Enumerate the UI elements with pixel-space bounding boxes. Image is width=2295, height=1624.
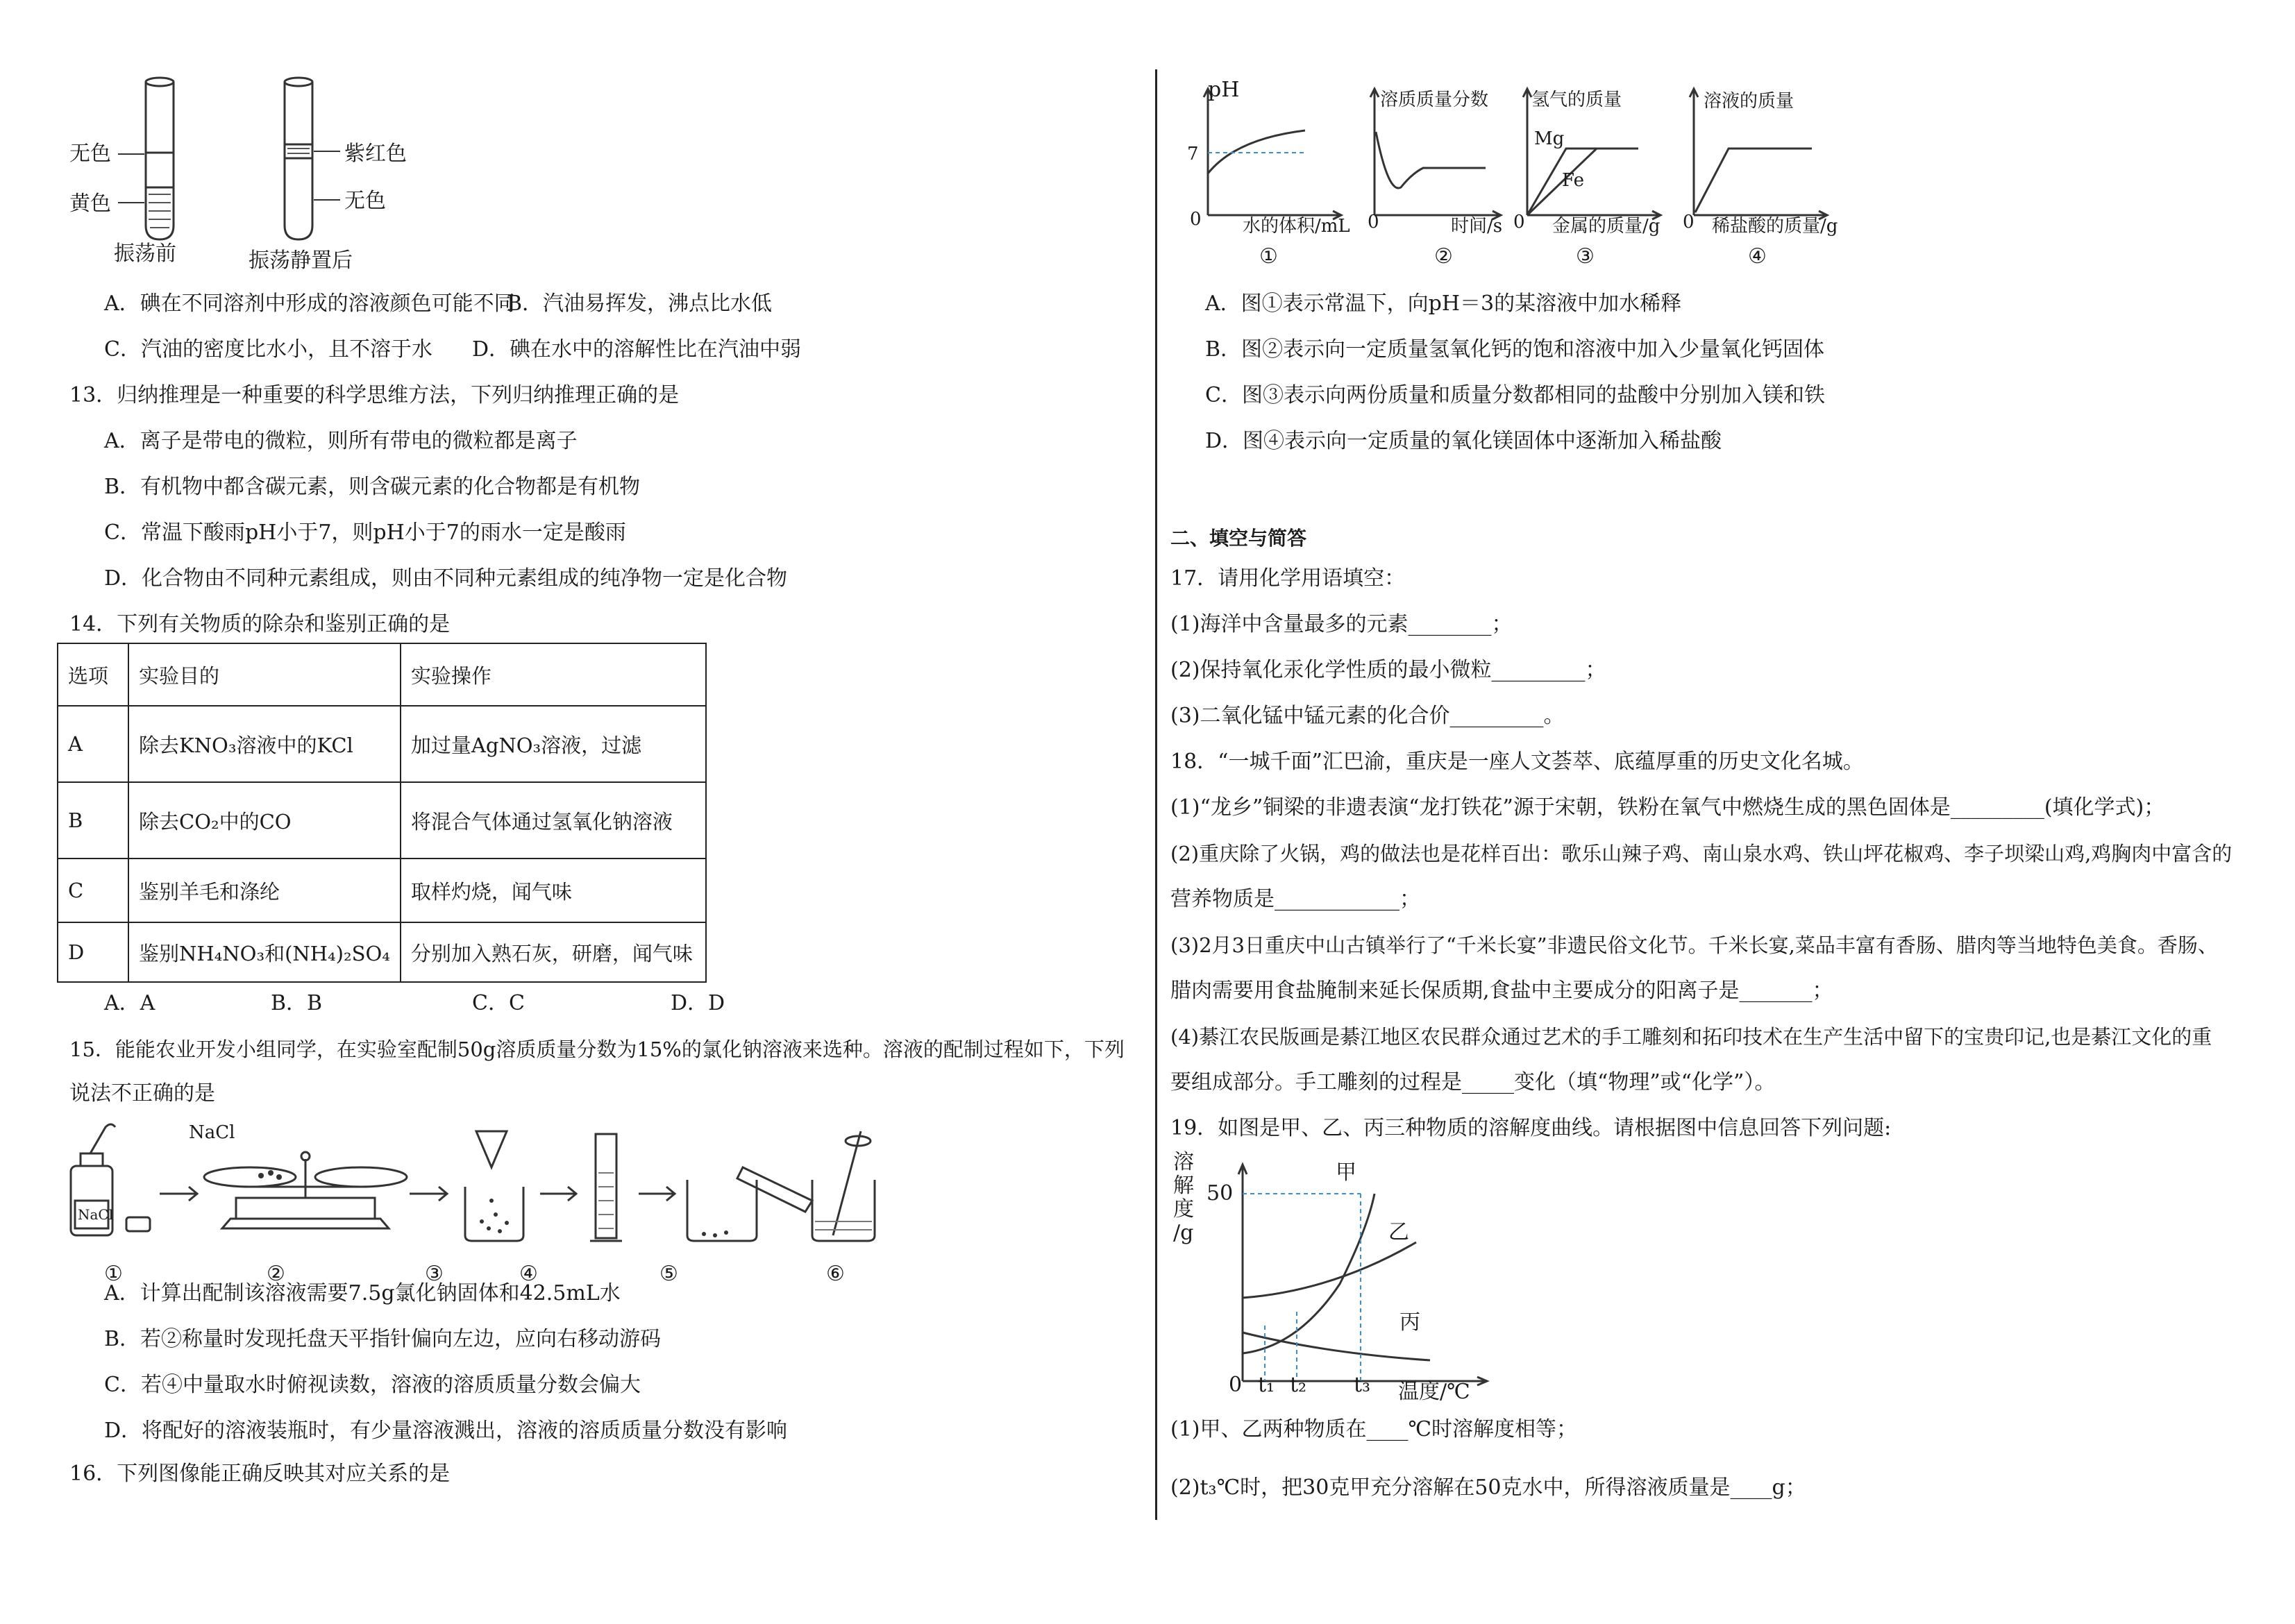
chart-origin: 0	[1229, 1373, 1243, 1397]
table-cell: 将混合气体通过氢氧化钠溶液	[401, 782, 706, 858]
right-tube-caption: 振荡静置后	[249, 248, 353, 273]
graph-4-origin: 0	[1683, 212, 1695, 232]
series-yi	[1243, 1242, 1416, 1298]
table-cell: 除去KNO₃溶液中的KCl	[128, 706, 401, 782]
graph-4-xlabel: 稀盐酸的质量/g	[1712, 216, 1838, 237]
left-test-tube	[146, 78, 174, 239]
q16-option-d: D．图④表示向一定质量的氧化镁固体中逐渐加入稀盐酸	[1205, 429, 1722, 453]
q18-part2-line2: 营养物质是____________；	[1170, 887, 1420, 911]
graph-3-ylabel: 氢气的质量	[1531, 90, 1622, 110]
q14-option-d: D．D	[671, 991, 725, 1015]
section-title: 二、填空与简答	[1170, 527, 1307, 550]
q18-part1: (1)“龙乡”铜梁的非遗表演“龙打铁花”源于宋朝，铁粉在氧气中燃烧生成的黑色固体是_________(填化学式)；	[1170, 795, 2165, 820]
q18-part3-line1: (3)2月3日重庆中山古镇举行了“千米长宴”非遗民俗文化节。千米长宴,菜品丰富有香肠、腊肉等当地特色美食。香肠、	[1170, 933, 2218, 957]
q14-stem: 14．下列有关物质的除杂和鉴别正确的是	[69, 612, 451, 636]
q15-option-d: D．将配好的溶液装瓶时，有少量溶液溅出，溶液的溶质质量分数没有影响	[104, 1419, 788, 1443]
table-cell: 除去CO₂中的CO	[128, 782, 401, 858]
series-label-bing: 丙	[1399, 1310, 1420, 1335]
q15-stem-line2: 说法不正确的是	[69, 1081, 215, 1106]
graph-1-number: ①	[1259, 244, 1278, 269]
q19-part2: (2)t₃℃时，把30克甲充分溶解在50克水中，所得溶液质量是____g；	[1170, 1475, 1806, 1500]
table-row	[58, 922, 706, 982]
stirring-beaker	[812, 1131, 875, 1241]
graph-1-tick: 7	[1187, 144, 1199, 164]
balance-nacl-label: NaCl	[189, 1122, 235, 1143]
q17-part1: (1)海洋中含量最多的元素________；	[1170, 612, 1513, 636]
q14-table	[57, 643, 707, 983]
q13-stem: 13．归纳推理是一种重要的科学思维方法，下列归纳推理正确的是	[69, 383, 680, 407]
q19-stem: 19．如图是甲、乙、丙三种物质的溶解度曲线。请根据图中信息回答下列问题:	[1170, 1116, 1892, 1140]
q13-option-b: B．有机物中都含碳元素，则含碳元素的化合物都是有机物	[104, 475, 641, 499]
q17-part3: (3)二氧化锰中锰元素的化合价_________。	[1170, 704, 1565, 728]
q17-part2: (2)保持氧化汞化学性质的最小微粒_________；	[1170, 658, 1606, 682]
step-label-1: ①	[104, 1262, 123, 1286]
graph-1-xlabel: 水的体积/mL	[1243, 216, 1350, 237]
chart-ylabel-char-1: 溶	[1173, 1150, 1194, 1174]
step-label-4: ④	[519, 1262, 538, 1286]
right-tube-bottom-label: 无色	[344, 189, 386, 213]
q14-option-b: B．B	[271, 991, 323, 1015]
column-divider	[1155, 69, 1157, 1520]
chart-x-tick-t3: t₃	[1354, 1373, 1371, 1397]
step-label-2: ②	[267, 1262, 285, 1286]
chart-ylabel-char-4: /g	[1173, 1221, 1194, 1245]
graph-3-fe-label: Fe	[1562, 170, 1585, 191]
series-label-jia: 甲	[1336, 1160, 1356, 1185]
table-cell: A	[58, 706, 128, 782]
table-cell: C	[58, 858, 128, 922]
table-cell: B	[58, 782, 128, 858]
graph-2-origin: 0	[1368, 212, 1379, 232]
q18-part2-line1: (2)重庆除了火锅，鸡的做法也是花样百出：歌乐山辣子鸡、南山泉水鸡、铁山坪花椒鸡、李子坝梁山鸡,鸡胸肉中富含的	[1170, 842, 2233, 865]
left-tube-top-label: 无色	[69, 142, 111, 166]
table-header-cell: 实验操作	[401, 643, 706, 706]
q14-option-c: C．C	[472, 991, 525, 1015]
table-cell: 加过量AgNO₃溶液，过滤	[401, 706, 706, 782]
graph-3-xlabel: 金属的质量/g	[1552, 216, 1661, 237]
table-row	[58, 782, 706, 858]
solution-preparation-figure	[62, 1117, 896, 1263]
graph-2-curve	[1376, 132, 1486, 188]
q17-stem: 17．请用化学用语填空：	[1170, 566, 1406, 591]
chart-y-tick-50: 50	[1207, 1181, 1234, 1206]
q16-option-a: A．图①表示常温下，向pH＝3的某溶液中加水稀释	[1205, 291, 1682, 316]
q18-part3-line2: 腊肉需要用食盐腌制来延长保质期,食盐中主要成分的阳离子是_______；	[1170, 979, 1833, 1003]
table-cell: 分别加入熟石灰，研磨，闻气味	[401, 922, 706, 982]
q16-stem: 16．下列图像能正确反映其对应关系的是	[69, 1462, 451, 1486]
chart-x-tick-t2: t₂	[1290, 1373, 1307, 1397]
graph-3-number: ③	[1576, 244, 1595, 269]
step-label-5: ⑤	[659, 1262, 678, 1286]
graph-2-ylabel: 溶质质量分数	[1380, 90, 1489, 110]
graph-4-number: ④	[1748, 244, 1767, 269]
beaker-with-solid	[465, 1131, 523, 1241]
q18-part4-line1: (4)綦江农民版画是綦江地区农民群众通过艺术的手工雕刻和拓印技术在生产生活中留下的宝贵印记,也是綦江文化的重	[1170, 1025, 2212, 1049]
graph-4-curve	[1695, 149, 1812, 212]
q16-option-b: B．图②表示向一定质量氢氧化钙的饱和溶液中加入少量氧化钙固体	[1205, 337, 1825, 362]
q18-part4-line2: 要组成部分。手工雕刻的过程是_____变化（填“物理”或“化学”）。	[1170, 1070, 1776, 1094]
graph-1-ylabel: pH	[1208, 78, 1240, 102]
series-jia	[1243, 1194, 1375, 1353]
table-row	[58, 858, 706, 922]
table-header-cell: 选项	[58, 643, 128, 706]
graph-2-number: ②	[1434, 244, 1453, 269]
step-label-3: ③	[425, 1262, 444, 1286]
q16-option-c: C．图③表示向两份质量和质量分数都相同的盐酸中分别加入镁和铁	[1205, 383, 1825, 407]
chart-x-tick-t1: t₁	[1258, 1373, 1275, 1397]
q14-option-a: A．A	[104, 991, 155, 1015]
left-tube-caption: 振荡前	[114, 242, 176, 266]
right-tube-top-label: 紫红色	[344, 142, 407, 166]
table-header-cell: 实验目的	[128, 643, 401, 706]
graph-1-origin: 0	[1190, 209, 1202, 230]
q12-option-b: B．汽油易挥发，沸点比水低	[507, 291, 773, 316]
graph-3-mg-label: Mg	[1534, 128, 1565, 149]
q13-option-a: A．离子是带电的微粒，则所有带电的微粒都是离子	[104, 429, 578, 453]
q15-option-b: B．若②称量时发现托盘天平指针偏向左边，应向右移动游码	[104, 1327, 662, 1351]
balance-scale	[204, 1152, 407, 1228]
q13-option-c: C．常温下酸雨pH小于7，则pH小于7的雨水一定是酸雨	[104, 521, 626, 545]
q15-option-c: C．若④中量取水时俯视读数，溶液的溶质质量分数会偏大	[104, 1373, 641, 1397]
q12-option-d: D．碘在水中的溶解性比在汽油中弱	[472, 337, 802, 362]
step-label-6: ⑥	[826, 1262, 845, 1286]
graph-2-xlabel: 时间/s	[1451, 216, 1503, 237]
table-cell: D	[58, 922, 128, 982]
table-cell: 鉴别NH₄NO₃和(NH₄)₂SO₄	[128, 922, 401, 982]
pouring-water	[687, 1167, 812, 1241]
q19-part1: (1)甲、乙两种物质在____℃时溶解度相等；	[1170, 1417, 1578, 1441]
series-label-yi: 乙	[1388, 1220, 1409, 1244]
table-cell: 取样灼烧，闻气味	[401, 858, 706, 922]
graph-4-ylabel: 溶液的质量	[1704, 91, 1794, 112]
left-tube-bottom-label: 黄色	[69, 192, 111, 216]
right-test-tube	[285, 78, 312, 239]
chart-ylabel-char-2: 解	[1173, 1174, 1194, 1198]
chart-xlabel: 温度/℃	[1398, 1380, 1470, 1404]
q18-stem: 18．“一城千面”汇巴渝，重庆是一座人文荟萃、底蕴厚重的历史文化名城。	[1170, 750, 1864, 774]
q13-option-d: D．化合物由不同种元素组成，则由不同种元素组成的纯净物一定是化合物	[104, 566, 788, 591]
graph-3-origin: 0	[1513, 212, 1525, 232]
table-cell: 鉴别羊毛和涤纶	[128, 858, 401, 922]
table-header-row	[58, 643, 706, 706]
chart-ylabel-char-3: 度	[1173, 1197, 1194, 1221]
graph-1	[1204, 89, 1341, 219]
q12-option-a: A．碘在不同溶剂中形成的溶液颜色可能不同	[104, 291, 515, 316]
q15-stem-line1: 15．能能农业开发小组同学，在实验室配制50g溶质质量分数为15%的氯化钠溶液来选种。溶液的配制过程如下，下列	[69, 1038, 1125, 1061]
q15-option-a: A．计算出配制该溶液需要7.5g氯化钠固体和42.5mL水	[104, 1281, 621, 1305]
table-row	[58, 706, 706, 782]
q12-option-c: C．汽油的密度比水小，且不溶于水	[104, 337, 432, 362]
bottle-nacl-label: NaCl	[78, 1206, 114, 1223]
